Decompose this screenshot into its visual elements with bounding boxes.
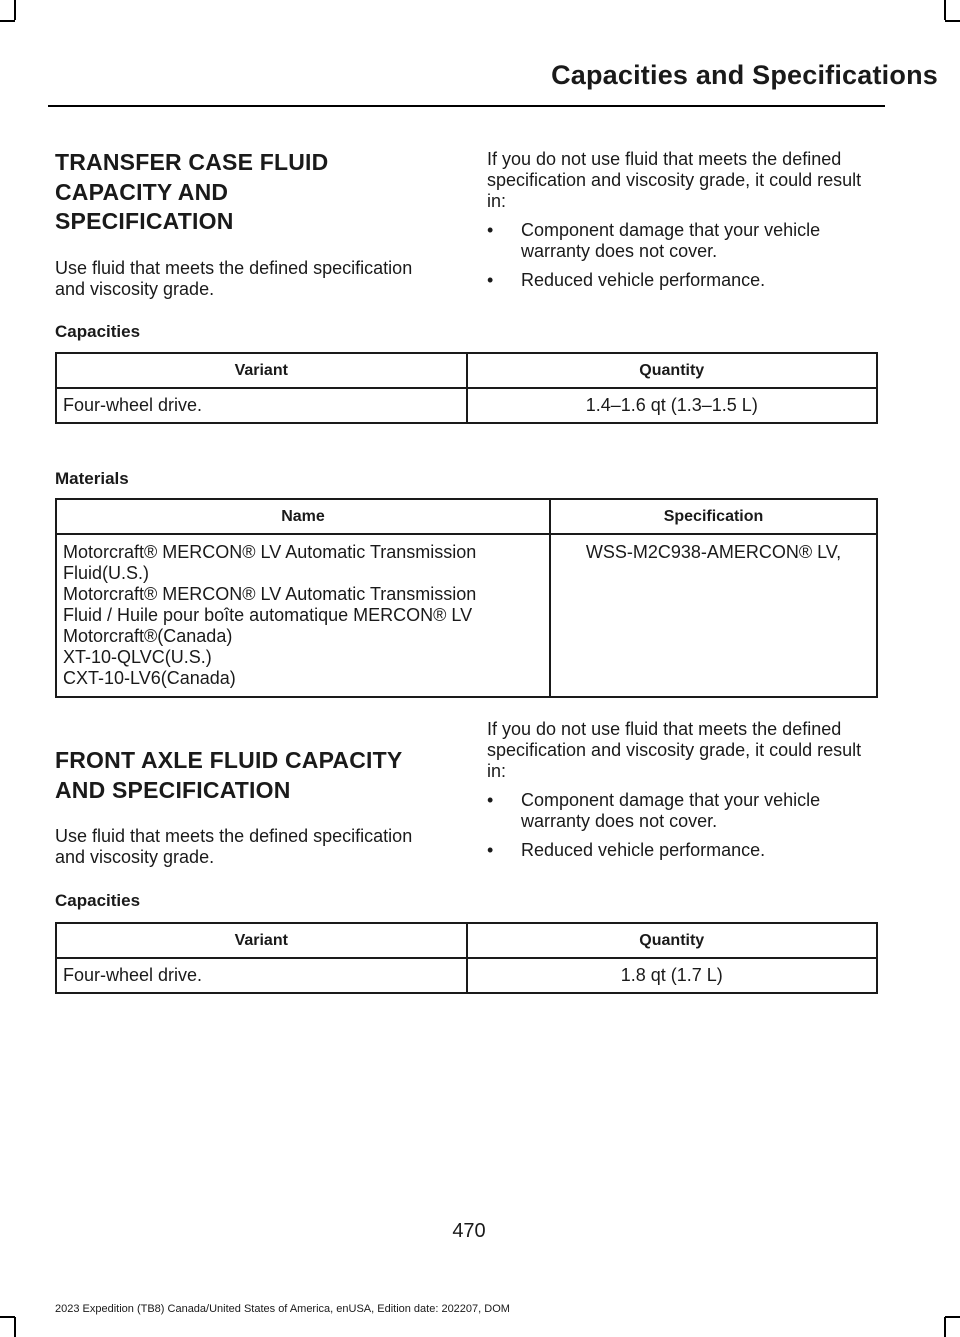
page-number: 470: [452, 1220, 486, 1242]
column-header: Name: [56, 499, 550, 534]
section-heading-transfer-case: TRANSFER CASE FLUID CAPACITY AND SPECIFICATION: [55, 149, 329, 234]
intro-text: Use fluid that meets the defined specification and viscosity grade.: [55, 826, 413, 867]
table-row: [56, 534, 877, 697]
column-header: Specification: [550, 499, 877, 534]
front-axle-capacities-table: [55, 922, 878, 994]
crop-mark: [0, 1316, 15, 1318]
crop-mark: [944, 0, 946, 20]
table-cell: 1.4–1.6 qt (1.3–1.5 L): [467, 388, 878, 423]
column-header: Variant: [56, 923, 467, 958]
transfer-case-warning: [487, 149, 882, 299]
table-row: [56, 388, 877, 423]
section-heading-front-axle: FRONT AXLE FLUID CAPACITY AND SPECIFICATION: [55, 747, 403, 803]
capacities-label: Capacities: [55, 891, 141, 910]
crop-mark: [14, 0, 16, 20]
crop-mark: [944, 1317, 946, 1337]
crop-mark: [0, 20, 15, 22]
crop-mark: [945, 20, 960, 22]
page-title: Capacities and Specifications: [551, 60, 938, 90]
materials-label: Materials: [55, 469, 129, 488]
capacities-label: Capacities: [55, 322, 141, 341]
list-item: • Component damage that your vehicle warranty does not cover.: [487, 220, 821, 261]
column-header: Variant: [56, 353, 467, 388]
list-item: • Reduced vehicle performance.: [487, 270, 766, 290]
transfer-capacities-table: [55, 352, 878, 424]
transfer-materials-table: [55, 498, 878, 698]
bullet-list: [487, 790, 882, 861]
intro-text: Use fluid that meets the defined specification and viscosity grade.: [55, 257, 413, 299]
front-axle-warning: [487, 719, 882, 869]
bullet-list: [487, 220, 882, 291]
header-divider: [48, 105, 885, 107]
transfer-case-intro: [55, 148, 425, 300]
warning-text: If you do not use fluid that meets the defined specification and viscosity grade, it could result in:: [487, 719, 862, 781]
warning-text: If you do not use fluid that meets the defined specification and viscosity grade, it could result in:: [487, 149, 862, 211]
table-cell: Four-wheel drive.: [56, 388, 467, 423]
column-header: Quantity: [467, 353, 878, 388]
table-cell: Motorcraft® MERCON® LV Automatic Transmission Fluid(U.S.) Motorcraft® MERCON® LV Automatic Transmission Fluid / Huile pour boîte automatique MERCON® LV Motorcraft®(Canada) XT-10-QLVC(U.S.) CXT-10-LV6(Canada): [56, 534, 550, 697]
table-cell: 1.8 qt (1.7 L): [467, 958, 878, 993]
footer-text: 2023 Expedition (TB8) Canada/United States of America, enUSA, Edition date: 202207, DOM: [55, 1303, 510, 1315]
front-axle-intro: [55, 746, 425, 868]
column-header: Quantity: [467, 923, 878, 958]
list-item: • Reduced vehicle performance.: [487, 840, 766, 860]
crop-mark: [14, 1317, 16, 1337]
table-cell: Four-wheel drive.: [56, 958, 467, 993]
table-row: [56, 958, 877, 993]
crop-mark: [945, 1316, 960, 1318]
table-cell: WSS-M2C938-AMERCON® LV,: [550, 534, 877, 697]
list-item: • Component damage that your vehicle warranty does not cover.: [487, 790, 821, 831]
